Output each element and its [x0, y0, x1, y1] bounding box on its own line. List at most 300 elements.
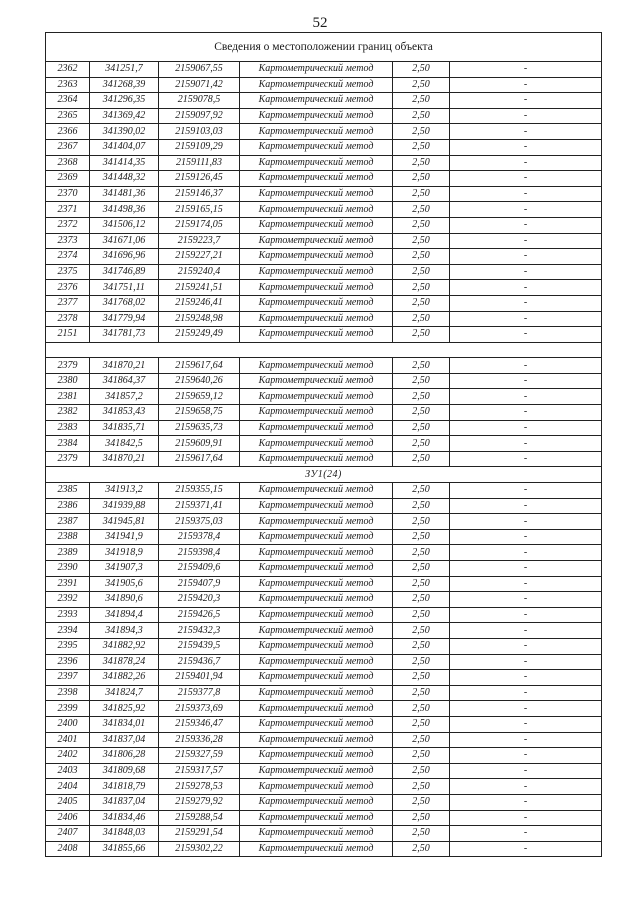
table-row: [46, 654, 602, 670]
note-cell: -: [450, 545, 602, 561]
accuracy-cell: 2,50: [393, 77, 450, 93]
accuracy-cell: 2,50: [393, 810, 450, 826]
point-number-cell: 2395: [46, 638, 90, 654]
x-coordinate-cell: 341768,02: [90, 295, 159, 311]
accuracy-cell: 2,50: [393, 826, 450, 842]
method-cell: Картометрический метод: [240, 155, 393, 171]
y-coordinate-cell: 2159377,8: [159, 685, 240, 701]
note-cell: -: [450, 607, 602, 623]
note-cell: -: [450, 732, 602, 748]
x-coordinate-cell: 341882,26: [90, 670, 159, 686]
table-row: [46, 638, 602, 654]
table-row: [46, 529, 602, 545]
method-cell: Картометрический метод: [240, 483, 393, 499]
note-cell: -: [450, 498, 602, 514]
accuracy-cell: 2,50: [393, 108, 450, 124]
table-row: [46, 93, 602, 109]
accuracy-cell: 2,50: [393, 841, 450, 857]
table-row: [46, 264, 602, 280]
table-row: [46, 171, 602, 187]
point-number-cell: 2373: [46, 233, 90, 249]
point-number-cell: 2381: [46, 389, 90, 405]
table-row: [46, 295, 602, 311]
table-row: [46, 794, 602, 810]
method-cell: Картометрический метод: [240, 62, 393, 78]
accuracy-cell: 2,50: [393, 483, 450, 499]
note-cell: -: [450, 139, 602, 155]
point-number-cell: 2406: [46, 810, 90, 826]
boundary-table: [45, 32, 602, 857]
x-coordinate-cell: 341781,73: [90, 327, 159, 343]
point-number-cell: 2405: [46, 794, 90, 810]
accuracy-cell: 2,50: [393, 592, 450, 608]
accuracy-cell: 2,50: [393, 264, 450, 280]
note-cell: -: [450, 685, 602, 701]
x-coordinate-cell: 341825,92: [90, 701, 159, 717]
x-coordinate-cell: 341848,03: [90, 826, 159, 842]
note-cell: -: [450, 451, 602, 467]
point-number-cell: 2407: [46, 826, 90, 842]
note-cell: -: [450, 701, 602, 717]
table-row: [46, 186, 602, 202]
method-cell: Картометрический метод: [240, 654, 393, 670]
accuracy-cell: 2,50: [393, 748, 450, 764]
method-cell: Картометрический метод: [240, 841, 393, 857]
point-number-cell: 2379: [46, 358, 90, 374]
x-coordinate-cell: 341806,28: [90, 748, 159, 764]
method-cell: Картометрический метод: [240, 389, 393, 405]
accuracy-cell: 2,50: [393, 93, 450, 109]
table-row: [46, 498, 602, 514]
table-row: [46, 451, 602, 467]
y-coordinate-cell: 2159078,5: [159, 93, 240, 109]
x-coordinate-cell: 341918,9: [90, 545, 159, 561]
note-cell: -: [450, 171, 602, 187]
note-cell: -: [450, 810, 602, 826]
note-cell: -: [450, 514, 602, 530]
boundary-sheet: [45, 32, 601, 857]
x-coordinate-cell: 341404,07: [90, 139, 159, 155]
x-coordinate-cell: 341894,4: [90, 607, 159, 623]
method-cell: Картометрический метод: [240, 576, 393, 592]
method-cell: Картометрический метод: [240, 405, 393, 421]
x-coordinate-cell: 341857,2: [90, 389, 159, 405]
point-number-cell: 2390: [46, 561, 90, 577]
accuracy-cell: 2,50: [393, 529, 450, 545]
x-coordinate-cell: 341779,94: [90, 311, 159, 327]
accuracy-cell: 2,50: [393, 405, 450, 421]
x-coordinate-cell: 341824,7: [90, 685, 159, 701]
point-number-cell: 2403: [46, 763, 90, 779]
table-row: [46, 108, 602, 124]
accuracy-cell: 2,50: [393, 62, 450, 78]
x-coordinate-cell: 341870,21: [90, 451, 159, 467]
table-row: [46, 124, 602, 140]
table-row: [46, 592, 602, 608]
method-cell: Картометрический метод: [240, 638, 393, 654]
point-number-cell: 2383: [46, 420, 90, 436]
accuracy-cell: 2,50: [393, 249, 450, 265]
point-number-cell: 2367: [46, 139, 90, 155]
y-coordinate-cell: 2159067,55: [159, 62, 240, 78]
y-coordinate-cell: 2159439,5: [159, 638, 240, 654]
x-coordinate-cell: 341481,36: [90, 186, 159, 202]
point-number-cell: 2385: [46, 483, 90, 499]
method-cell: Картометрический метод: [240, 794, 393, 810]
note-cell: -: [450, 794, 602, 810]
note-cell: -: [450, 779, 602, 795]
table-row: [46, 841, 602, 857]
note-cell: -: [450, 280, 602, 296]
note-cell: -: [450, 249, 602, 265]
note-cell: -: [450, 327, 602, 343]
accuracy-cell: 2,50: [393, 576, 450, 592]
method-cell: Картометрический метод: [240, 685, 393, 701]
accuracy-cell: 2,50: [393, 280, 450, 296]
x-coordinate-cell: 341837,04: [90, 732, 159, 748]
table-row: [46, 545, 602, 561]
point-number-cell: 2394: [46, 623, 90, 639]
note-cell: -: [450, 389, 602, 405]
point-number-cell: 2393: [46, 607, 90, 623]
point-number-cell: 2402: [46, 748, 90, 764]
x-coordinate-cell: 341751,11: [90, 280, 159, 296]
x-coordinate-cell: 341864,37: [90, 373, 159, 389]
method-cell: Картометрический метод: [240, 264, 393, 280]
note-cell: -: [450, 529, 602, 545]
note-cell: -: [450, 405, 602, 421]
y-coordinate-cell: 2159278,53: [159, 779, 240, 795]
method-cell: Картометрический метод: [240, 420, 393, 436]
table-row: [46, 327, 602, 343]
table-row: [46, 810, 602, 826]
method-cell: Картометрический метод: [240, 716, 393, 732]
note-cell: -: [450, 186, 602, 202]
table-row: [46, 685, 602, 701]
method-cell: Картометрический метод: [240, 108, 393, 124]
method-cell: Картометрический метод: [240, 763, 393, 779]
y-coordinate-cell: 2159246,41: [159, 295, 240, 311]
y-coordinate-cell: 2159378,4: [159, 529, 240, 545]
table-row: [46, 436, 602, 452]
method-cell: Картометрический метод: [240, 327, 393, 343]
method-cell: Картометрический метод: [240, 280, 393, 296]
point-number-cell: 2399: [46, 701, 90, 717]
table-row: [46, 716, 602, 732]
x-coordinate-cell: 341296,35: [90, 93, 159, 109]
note-cell: -: [450, 264, 602, 280]
title-row: [46, 33, 602, 62]
method-cell: Картометрический метод: [240, 202, 393, 218]
note-cell: -: [450, 670, 602, 686]
x-coordinate-cell: 341498,36: [90, 202, 159, 218]
point-number-cell: 2397: [46, 670, 90, 686]
y-coordinate-cell: 2159436,7: [159, 654, 240, 670]
section-heading: ЗУ1(24): [46, 467, 602, 483]
y-coordinate-cell: 2159317,57: [159, 763, 240, 779]
y-coordinate-cell: 2159635,73: [159, 420, 240, 436]
point-number-cell: 2379: [46, 451, 90, 467]
method-cell: Картометрический метод: [240, 436, 393, 452]
point-number-cell: 2404: [46, 779, 90, 795]
point-number-cell: 2364: [46, 93, 90, 109]
note-cell: -: [450, 841, 602, 857]
section-separator-row: [46, 342, 602, 358]
page-number: 52: [312, 15, 328, 31]
x-coordinate-cell: 341853,43: [90, 405, 159, 421]
note-cell: -: [450, 358, 602, 374]
y-coordinate-cell: 2159640,26: [159, 373, 240, 389]
accuracy-cell: 2,50: [393, 514, 450, 530]
x-coordinate-cell: 341882,92: [90, 638, 159, 654]
table-row: [46, 202, 602, 218]
accuracy-cell: 2,50: [393, 498, 450, 514]
table-row: [46, 311, 602, 327]
x-coordinate-cell: 341842,5: [90, 436, 159, 452]
y-coordinate-cell: 2159432,3: [159, 623, 240, 639]
x-coordinate-cell: 341818,79: [90, 779, 159, 795]
accuracy-cell: 2,50: [393, 124, 450, 140]
point-number-cell: 2392: [46, 592, 90, 608]
note-cell: -: [450, 576, 602, 592]
point-number-cell: 2391: [46, 576, 90, 592]
x-coordinate-cell: 341369,42: [90, 108, 159, 124]
y-coordinate-cell: 2159609,91: [159, 436, 240, 452]
point-number-cell: 2387: [46, 514, 90, 530]
method-cell: Картометрический метод: [240, 779, 393, 795]
point-number-cell: 2396: [46, 654, 90, 670]
point-number-cell: 2374: [46, 249, 90, 265]
accuracy-cell: 2,50: [393, 638, 450, 654]
y-coordinate-cell: 2159617,64: [159, 451, 240, 467]
point-number-cell: 2398: [46, 685, 90, 701]
table-row: [46, 670, 602, 686]
table-row: [46, 280, 602, 296]
point-number-cell: 2382: [46, 405, 90, 421]
x-coordinate-cell: 341834,46: [90, 810, 159, 826]
method-cell: Картометрический метод: [240, 139, 393, 155]
method-cell: Картометрический метод: [240, 623, 393, 639]
x-coordinate-cell: 341894,3: [90, 623, 159, 639]
accuracy-cell: 2,50: [393, 701, 450, 717]
method-cell: Картометрический метод: [240, 498, 393, 514]
accuracy-cell: 2,50: [393, 420, 450, 436]
x-coordinate-cell: 341913,2: [90, 483, 159, 499]
method-cell: Картометрический метод: [240, 514, 393, 530]
accuracy-cell: 2,50: [393, 545, 450, 561]
y-coordinate-cell: 2159126,45: [159, 171, 240, 187]
x-coordinate-cell: 341251,7: [90, 62, 159, 78]
table-title: Сведения о местоположении границ объекта: [46, 33, 602, 62]
y-coordinate-cell: 2159658,75: [159, 405, 240, 421]
y-coordinate-cell: 2159375,03: [159, 514, 240, 530]
accuracy-cell: 2,50: [393, 389, 450, 405]
accuracy-cell: 2,50: [393, 623, 450, 639]
y-coordinate-cell: 2159409,6: [159, 561, 240, 577]
accuracy-cell: 2,50: [393, 311, 450, 327]
note-cell: -: [450, 716, 602, 732]
table-row: [46, 483, 602, 499]
x-coordinate-cell: 341809,68: [90, 763, 159, 779]
table-row: [46, 576, 602, 592]
y-coordinate-cell: 2159165,15: [159, 202, 240, 218]
y-coordinate-cell: 2159291,54: [159, 826, 240, 842]
point-number-cell: 2375: [46, 264, 90, 280]
table-row: [46, 77, 602, 93]
note-cell: -: [450, 77, 602, 93]
x-coordinate-cell: 341448,32: [90, 171, 159, 187]
point-number-cell: 2386: [46, 498, 90, 514]
accuracy-cell: 2,50: [393, 295, 450, 311]
note-cell: -: [450, 155, 602, 171]
table-row: [46, 249, 602, 265]
y-coordinate-cell: 2159240,4: [159, 264, 240, 280]
y-coordinate-cell: 2159371,41: [159, 498, 240, 514]
point-number-cell: 2365: [46, 108, 90, 124]
accuracy-cell: 2,50: [393, 233, 450, 249]
accuracy-cell: 2,50: [393, 186, 450, 202]
method-cell: Картометрический метод: [240, 701, 393, 717]
y-coordinate-cell: 2159103,03: [159, 124, 240, 140]
table-row: [46, 561, 602, 577]
note-cell: -: [450, 108, 602, 124]
x-coordinate-cell: 341890,6: [90, 592, 159, 608]
method-cell: Картометрический метод: [240, 186, 393, 202]
method-cell: Картометрический метод: [240, 77, 393, 93]
x-coordinate-cell: 341941,9: [90, 529, 159, 545]
y-coordinate-cell: 2159302,22: [159, 841, 240, 857]
note-cell: -: [450, 217, 602, 233]
method-cell: Картометрический метод: [240, 545, 393, 561]
note-cell: -: [450, 561, 602, 577]
x-coordinate-cell: 341834,01: [90, 716, 159, 732]
accuracy-cell: 2,50: [393, 139, 450, 155]
y-coordinate-cell: 2159146,37: [159, 186, 240, 202]
note-cell: -: [450, 826, 602, 842]
accuracy-cell: 2,50: [393, 202, 450, 218]
y-coordinate-cell: 2159327,59: [159, 748, 240, 764]
y-coordinate-cell: 2159109,29: [159, 139, 240, 155]
y-coordinate-cell: 2159659,12: [159, 389, 240, 405]
accuracy-cell: 2,50: [393, 436, 450, 452]
table-row: [46, 358, 602, 374]
note-cell: -: [450, 373, 602, 389]
y-coordinate-cell: 2159097,92: [159, 108, 240, 124]
note-cell: -: [450, 638, 602, 654]
method-cell: Картометрический метод: [240, 249, 393, 265]
x-coordinate-cell: 341907,3: [90, 561, 159, 577]
note-cell: -: [450, 748, 602, 764]
method-cell: Картометрический метод: [240, 561, 393, 577]
table-row: [46, 748, 602, 764]
table-row: [46, 420, 602, 436]
method-cell: Картометрический метод: [240, 171, 393, 187]
note-cell: -: [450, 763, 602, 779]
y-coordinate-cell: 2159288,54: [159, 810, 240, 826]
y-coordinate-cell: 2159071,42: [159, 77, 240, 93]
note-cell: -: [450, 623, 602, 639]
x-coordinate-cell: 341878,24: [90, 654, 159, 670]
y-coordinate-cell: 2159407,9: [159, 576, 240, 592]
accuracy-cell: 2,50: [393, 217, 450, 233]
accuracy-cell: 2,50: [393, 561, 450, 577]
x-coordinate-cell: 341870,21: [90, 358, 159, 374]
method-cell: Картометрический метод: [240, 93, 393, 109]
point-number-cell: 2372: [46, 217, 90, 233]
x-coordinate-cell: 341414,35: [90, 155, 159, 171]
method-cell: Картометрический метод: [240, 217, 393, 233]
point-number-cell: 2371: [46, 202, 90, 218]
y-coordinate-cell: 2159355,15: [159, 483, 240, 499]
point-number-cell: 2388: [46, 529, 90, 545]
note-cell: -: [450, 311, 602, 327]
y-coordinate-cell: 2159249,49: [159, 327, 240, 343]
y-coordinate-cell: 2159248,98: [159, 311, 240, 327]
table-row: [46, 701, 602, 717]
section-separator: [46, 342, 602, 358]
note-cell: -: [450, 483, 602, 499]
table-row: [46, 389, 602, 405]
note-cell: -: [450, 436, 602, 452]
x-coordinate-cell: 341268,39: [90, 77, 159, 93]
point-number-cell: 2408: [46, 841, 90, 857]
accuracy-cell: 2,50: [393, 171, 450, 187]
note-cell: -: [450, 420, 602, 436]
method-cell: Картометрический метод: [240, 295, 393, 311]
method-cell: Картометрический метод: [240, 451, 393, 467]
x-coordinate-cell: 341939,88: [90, 498, 159, 514]
table-row: [46, 233, 602, 249]
x-coordinate-cell: 341390,02: [90, 124, 159, 140]
table-row: [46, 826, 602, 842]
table-row: [46, 763, 602, 779]
table-row: [46, 623, 602, 639]
y-coordinate-cell: 2159420,3: [159, 592, 240, 608]
x-coordinate-cell: 341746,89: [90, 264, 159, 280]
accuracy-cell: 2,50: [393, 794, 450, 810]
method-cell: Картометрический метод: [240, 810, 393, 826]
x-coordinate-cell: 341835,71: [90, 420, 159, 436]
accuracy-cell: 2,50: [393, 779, 450, 795]
method-cell: Картометрический метод: [240, 233, 393, 249]
y-coordinate-cell: 2159336,28: [159, 732, 240, 748]
accuracy-cell: 2,50: [393, 732, 450, 748]
method-cell: Картометрический метод: [240, 358, 393, 374]
note-cell: -: [450, 233, 602, 249]
table-row: [46, 607, 602, 623]
point-number-cell: 2400: [46, 716, 90, 732]
note-cell: -: [450, 202, 602, 218]
table-row: [46, 155, 602, 171]
point-number-cell: 2369: [46, 171, 90, 187]
accuracy-cell: 2,50: [393, 685, 450, 701]
method-cell: Картометрический метод: [240, 670, 393, 686]
method-cell: Картометрический метод: [240, 529, 393, 545]
note-cell: -: [450, 654, 602, 670]
y-coordinate-cell: 2159398,4: [159, 545, 240, 561]
table-row: [46, 139, 602, 155]
note-cell: -: [450, 93, 602, 109]
accuracy-cell: 2,50: [393, 670, 450, 686]
point-number-cell: 2389: [46, 545, 90, 561]
method-cell: Картометрический метод: [240, 373, 393, 389]
y-coordinate-cell: 2159241,51: [159, 280, 240, 296]
x-coordinate-cell: 341905,6: [90, 576, 159, 592]
table-row: [46, 62, 602, 78]
point-number-cell: 2151: [46, 327, 90, 343]
method-cell: Картометрический метод: [240, 311, 393, 327]
point-number-cell: 2401: [46, 732, 90, 748]
